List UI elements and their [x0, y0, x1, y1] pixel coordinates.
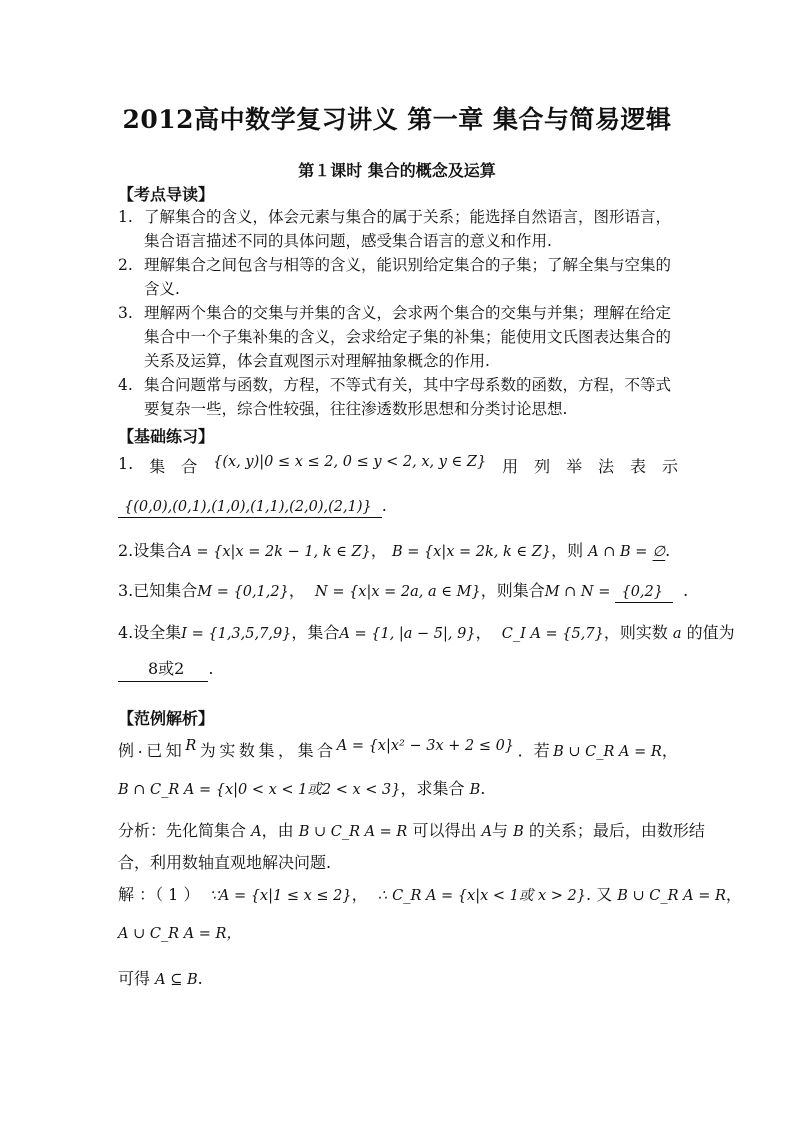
question-text: 表 [630, 457, 647, 476]
set-expression: A = {x|x² − 3x + 2 ≤ 0} [336, 738, 515, 754]
guide-item [118, 253, 678, 301]
punctuation: ， [351, 885, 368, 904]
practice-question-1 [118, 454, 678, 477]
set-expression: A ∪ C_R A = R， [118, 926, 241, 942]
question-text: ，则实数 [603, 623, 668, 642]
solution-line-3 [118, 966, 678, 989]
math-symbol: ∵ [209, 888, 219, 904]
solution-line-1 [118, 882, 742, 905]
set-expression: C_R A = {x|x < 1或 x > 2} [392, 888, 586, 904]
solution-text: . 又 [585, 885, 613, 904]
practice-heading: 【基础练习】 [118, 427, 215, 446]
solution-text: 可得 [118, 969, 151, 988]
punctuation: . [208, 659, 214, 678]
set-expression: A ⊆ B [155, 972, 198, 988]
example-text: 合 [317, 741, 334, 760]
set-expression: A ∩ B = [588, 544, 648, 560]
example-text: 实 [219, 741, 236, 760]
example-text: 为 [199, 741, 216, 760]
set-expression: B ∩ C_R A = {x|0 < x < 1或2 < x < 3} [118, 782, 401, 798]
answer-blank: 8或2 [118, 656, 208, 682]
analysis-text: 分析：先化简集合 [118, 821, 247, 840]
question-text: 4.设全集 [118, 623, 182, 642]
punctuation: . [665, 541, 671, 560]
punctuation: ， [288, 581, 305, 600]
answer-blank: ∅ [652, 544, 666, 560]
guide-item-number: 1. [118, 208, 133, 226]
analysis-text: 可以得出 [412, 821, 477, 840]
set-expression: C_I A = {5,7} [501, 626, 604, 642]
punctuation: ， [725, 885, 742, 904]
set-expression: B ∪ C_R A = R [553, 744, 662, 760]
variable: B [513, 824, 524, 840]
answer-blank: {0,2} [615, 584, 673, 603]
practice-question-3 [118, 578, 689, 603]
question-text: 集 [149, 457, 166, 476]
example-text: 集 [297, 741, 314, 760]
question-text: 合 [181, 457, 198, 476]
guide-item-number: 3. [118, 304, 133, 322]
solution-text: 解 ：（ 1 ） [118, 885, 200, 904]
example-text: 已 [146, 741, 163, 760]
practice-answer-1 [118, 496, 678, 518]
question-text: ，集合 [291, 623, 340, 642]
set-expression: A = {1, |a − 5|, 9} [339, 626, 476, 642]
guide-list [118, 205, 678, 421]
guide-item [118, 205, 678, 253]
example-text: 集 [258, 741, 275, 760]
punctuation: ， [475, 623, 492, 642]
question-text: ，则集合 [480, 581, 545, 600]
practice-answer-4 [118, 656, 678, 682]
question-text: 举 [566, 457, 583, 476]
example-text: ．若 [517, 741, 550, 760]
example-text: 数 [238, 741, 255, 760]
example-line-1 [118, 738, 678, 761]
analysis-text: 的关系；最后，由数形结 [528, 821, 705, 840]
analysis-text: ，由 [261, 821, 294, 840]
punctuation: . [480, 779, 486, 798]
set-expression: A = {x|x = 2k − 1, k ∈ Z} [181, 544, 371, 560]
practice-question-2 [118, 538, 678, 561]
set-expression: B = {x|x = 2k, k ∈ Z} [391, 544, 552, 560]
variable: A [481, 824, 493, 840]
set-expression: A = {x|1 ≤ x ≤ 2} [218, 888, 352, 904]
example-heading: 【范例解析】 [118, 709, 215, 728]
set-expression: {(x, y)|0 ≤ x ≤ 2, 0 ≤ y < 2, x, y ∈ Z} [213, 454, 487, 470]
practice-question-4 [118, 620, 735, 643]
punctuation: . [381, 496, 387, 515]
question-text: ，则 [551, 541, 584, 560]
analysis-text: 与 [492, 821, 509, 840]
punctuation: ， [370, 541, 387, 560]
guide-item-text: 理解两个集合的交集与并集的含义，会求两个集合的交集与并集；理解在给定集合中一个子集补集的含义，会求给定子集的补集；能使用文氏图表达集合的关系及运算，体会直观图示对理解抽象概念的作用. [144, 304, 672, 370]
guide-item-number: 4. [118, 376, 133, 394]
solution-line-2 [118, 922, 678, 943]
question-text: 列 [534, 457, 551, 476]
question-number: 1. [118, 454, 134, 473]
variable: B [469, 782, 481, 798]
question-text: 法 [598, 457, 615, 476]
set-expression: M ∩ N = [544, 584, 611, 600]
example-line-2 [118, 776, 678, 799]
question-text: 的值为 [686, 623, 735, 642]
question-text: 3.已知集合 [118, 581, 198, 600]
answer-blank: {(0,0),(0,1),(1,0),(1,1),(2,0),(2,1)} [118, 499, 382, 518]
punctuation: . [197, 969, 203, 988]
example-text: ，求集合 [400, 779, 465, 798]
question-text: 用 [502, 457, 519, 476]
lesson-subtitle: 第１课时 集合的概念及运算 [298, 161, 496, 180]
guide-item-text: 了解集合的含义，体会元素与集合的属于关系；能选择自然语言，图形语言，集合语言描述不同的具体问题，感受集合语言的意义和作用. [144, 208, 672, 250]
document-title: 2012高中数学复习讲义 第一章 集合与简易逻辑 [122, 105, 672, 134]
guide-item-text: 集合问题常与函数，方程，不等式有关，其中字母系数的函数，方程，不等式要复杂一些，综合性较强，往往渗透数形思想和分类讨论思想. [144, 376, 672, 418]
example-text: 例 [118, 741, 135, 760]
analysis-line-1 [118, 818, 705, 841]
punctuation: ， [278, 741, 295, 760]
variable: R [185, 738, 197, 754]
punctuation: . [137, 738, 143, 757]
math-symbol: ∴ [377, 888, 387, 904]
variable: A [251, 824, 262, 840]
guide-heading: 【考点导读】 [118, 185, 215, 204]
example-text: 知 [165, 741, 182, 760]
set-expression: I = {1,3,5,7,9} [181, 626, 292, 642]
punctuation: ， [661, 741, 678, 760]
question-text: 2.设集合 [118, 541, 182, 560]
guide-item [118, 301, 678, 373]
variable: a [672, 626, 682, 642]
guide-item-text: 理解集合之间包含与相等的含义，能识别给定集合的子集；了解全集与空集的含义. [144, 256, 672, 298]
question-text: 示 [661, 457, 678, 476]
set-expression: N = {x|x = 2a, a ∈ M} [315, 584, 481, 600]
set-expression: B ∪ C_R A = R [617, 888, 726, 904]
set-expression: M = {0,1,2} [197, 584, 289, 600]
guide-item [118, 373, 678, 421]
set-expression: B ∪ C_R A = R [298, 824, 408, 840]
guide-item-number: 2. [118, 256, 133, 274]
punctuation: . [683, 581, 689, 600]
analysis-line-2: 合，利用数轴直观地解决问题. [118, 853, 332, 872]
